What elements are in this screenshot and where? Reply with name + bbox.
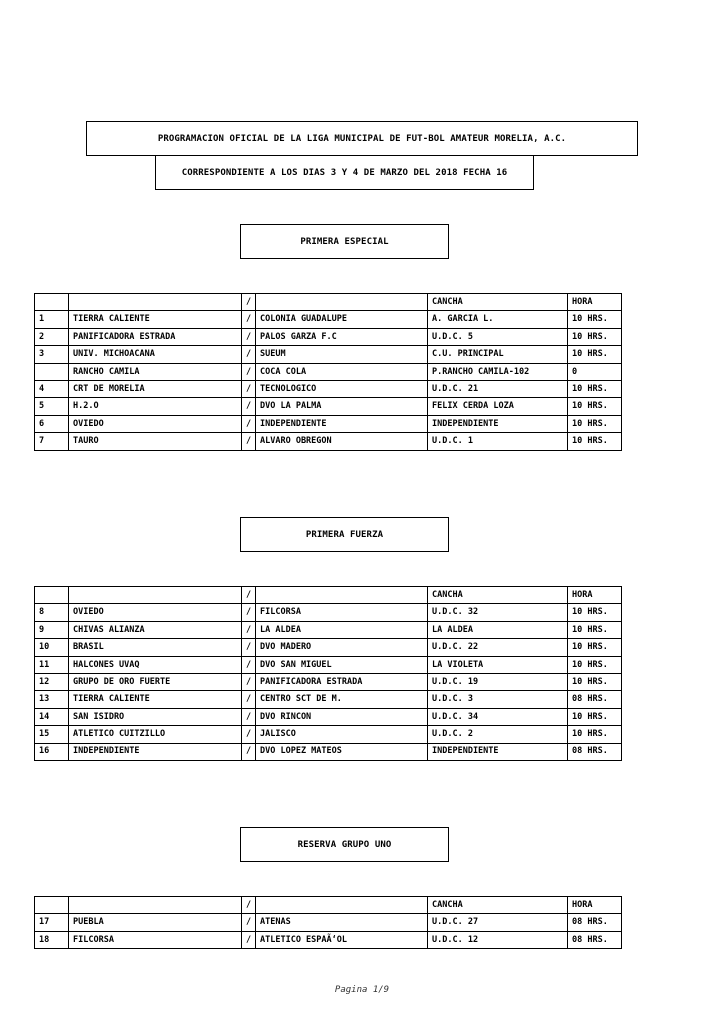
cell-away: TECNOLOGICO [256, 380, 428, 397]
section-title-box-primera-fuerza [240, 517, 449, 552]
cell-away [256, 294, 428, 311]
cell-hora: 10 HRS. [568, 621, 622, 638]
cell-hora: 08 HRS. [568, 931, 622, 948]
schedule-table-primera-especial [34, 293, 622, 451]
cell-num: 1 [35, 311, 69, 328]
cell-cancha: U.D.C. 32 [428, 604, 568, 621]
cell-hora: 0 [568, 363, 622, 380]
table-row [35, 691, 622, 708]
cell-sep: / [242, 656, 256, 673]
cell-home: CRT DE MORELIA [69, 380, 242, 397]
cell-home: BRASIL [69, 639, 242, 656]
cell-sep: / [242, 328, 256, 345]
cell-cancha: LA VIOLETA [428, 656, 568, 673]
cell-away: INDEPENDIENTE [256, 415, 428, 432]
cell-sep: / [242, 604, 256, 621]
cell-away: DVO SAN MIGUEL [256, 656, 428, 673]
cell-home [69, 897, 242, 914]
cell-sep: / [242, 311, 256, 328]
table-header-row [35, 294, 622, 311]
cell-sep: / [242, 587, 256, 604]
cell-away: ATLETICO ESPAÃ‘OL [256, 931, 428, 948]
cell-hora: 10 HRS. [568, 398, 622, 415]
cell-hora: 10 HRS. [568, 328, 622, 345]
cell-num: 15 [35, 726, 69, 743]
table-row [35, 673, 622, 690]
cell-sep: / [242, 691, 256, 708]
cell-hora: 10 HRS. [568, 346, 622, 363]
cell-away: ATENAS [256, 914, 428, 931]
cell-num: 12 [35, 673, 69, 690]
cell-sep: / [242, 346, 256, 363]
cell-num: 2 [35, 328, 69, 345]
table-row [35, 656, 622, 673]
document-subtitle: CORRESPONDIENTE A LOS DIAS 3 Y 4 DE MARZO DEL 2018 FECHA 16 [181, 167, 508, 178]
cell-home [69, 587, 242, 604]
cell-sep: / [242, 639, 256, 656]
cell-num: 14 [35, 708, 69, 725]
cell-num: 16 [35, 743, 69, 760]
cell-cancha: U.D.C. 2 [428, 726, 568, 743]
cell-home: OVIEDO [69, 415, 242, 432]
cell-cancha: LA ALDEA [428, 621, 568, 638]
table-header-row [35, 587, 622, 604]
table-row [35, 380, 622, 397]
section-title: PRIMERA FUERZA [305, 529, 384, 540]
cell-away: COLONIA GUADALUPE [256, 311, 428, 328]
cell-hora: HORA [568, 294, 622, 311]
cell-cancha: U.D.C. 19 [428, 673, 568, 690]
cell-num [35, 587, 69, 604]
cell-hora: 10 HRS. [568, 311, 622, 328]
cell-num [35, 294, 69, 311]
cell-away: DVO RINCON [256, 708, 428, 725]
section-title-box-reserva-grupo-uno [240, 827, 449, 862]
cell-home: FILCORSA [69, 931, 242, 948]
cell-hora: 10 HRS. [568, 673, 622, 690]
cell-away [256, 587, 428, 604]
cell-sep: / [242, 897, 256, 914]
cell-home: SAN ISIDRO [69, 708, 242, 725]
cell-away: COCA COLA [256, 363, 428, 380]
cell-sep: / [242, 363, 256, 380]
cell-cancha: C.U. PRINCIPAL [428, 346, 568, 363]
cell-hora: 08 HRS. [568, 743, 622, 760]
cell-home: GRUPO DE ORO FUERTE [69, 673, 242, 690]
schedule-table-primera-fuerza [34, 586, 622, 761]
cell-home: RANCHO CAMILA [69, 363, 242, 380]
cell-cancha: FELIX CERDA LOZA [428, 398, 568, 415]
cell-hora: 10 HRS. [568, 433, 622, 450]
section-title-box-primera-especial [240, 224, 449, 259]
cell-hora: 08 HRS. [568, 914, 622, 931]
cell-sep: / [242, 931, 256, 948]
cell-sep: / [242, 380, 256, 397]
cell-away: PANIFICADORA ESTRADA [256, 673, 428, 690]
cell-sep: / [242, 726, 256, 743]
table-row [35, 398, 622, 415]
cell-num: 11 [35, 656, 69, 673]
cell-num: 9 [35, 621, 69, 638]
cell-cancha: INDEPENDIENTE [428, 415, 568, 432]
cell-cancha: U.D.C. 12 [428, 931, 568, 948]
cell-cancha: CANCHA [428, 587, 568, 604]
cell-home: UNIV. MICHOACANA [69, 346, 242, 363]
table-row [35, 311, 622, 328]
cell-cancha: U.D.C. 1 [428, 433, 568, 450]
cell-away: DVO LOPEZ MATEOS [256, 743, 428, 760]
cell-away: DVO LA PALMA [256, 398, 428, 415]
cell-num: 8 [35, 604, 69, 621]
cell-num: 7 [35, 433, 69, 450]
schedule-table-reserva-grupo-uno [34, 896, 622, 949]
cell-num [35, 363, 69, 380]
cell-num: 18 [35, 931, 69, 948]
cell-cancha: INDEPENDIENTE [428, 743, 568, 760]
cell-away: ALVARO OBREGON [256, 433, 428, 450]
cell-away: PALOS GARZA F.C [256, 328, 428, 345]
table-row [35, 346, 622, 363]
cell-home: PUEBLA [69, 914, 242, 931]
cell-hora: 10 HRS. [568, 726, 622, 743]
cell-num: 10 [35, 639, 69, 656]
cell-hora: HORA [568, 587, 622, 604]
cell-away: LA ALDEA [256, 621, 428, 638]
cell-sep: / [242, 415, 256, 432]
cell-sep: / [242, 294, 256, 311]
cell-away: CENTRO SCT DE M. [256, 691, 428, 708]
cell-hora: HORA [568, 897, 622, 914]
cell-home: PANIFICADORA ESTRADA [69, 328, 242, 345]
cell-sep: / [242, 743, 256, 760]
cell-hora: 10 HRS. [568, 380, 622, 397]
table-row [35, 363, 622, 380]
cell-cancha: U.D.C. 22 [428, 639, 568, 656]
cell-hora: 10 HRS. [568, 604, 622, 621]
cell-cancha: U.D.C. 3 [428, 691, 568, 708]
cell-away: FILCORSA [256, 604, 428, 621]
cell-cancha: CANCHA [428, 897, 568, 914]
cell-hora: 10 HRS. [568, 708, 622, 725]
document-title: PROGRAMACION OFICIAL DE LA LIGA MUNICIPAL DE FUT-BOL AMATEUR MORELIA, A.C. [157, 133, 567, 144]
page-number: Pagina 1/9 [334, 985, 390, 995]
cell-home: TAURO [69, 433, 242, 450]
cell-num: 5 [35, 398, 69, 415]
cell-hora: 08 HRS. [568, 691, 622, 708]
cell-away: JALISCO [256, 726, 428, 743]
document-subtitle-box [155, 156, 534, 190]
cell-sep: / [242, 621, 256, 638]
table-row [35, 604, 622, 621]
cell-cancha: U.D.C. 27 [428, 914, 568, 931]
cell-away: SUEUM [256, 346, 428, 363]
cell-num [35, 897, 69, 914]
cell-home: OVIEDO [69, 604, 242, 621]
cell-home: ATLETICO CUITZILLO [69, 726, 242, 743]
table-row [35, 931, 622, 948]
cell-cancha: A. GARCIA L. [428, 311, 568, 328]
cell-cancha: CANCHA [428, 294, 568, 311]
cell-sep: / [242, 914, 256, 931]
cell-num: 4 [35, 380, 69, 397]
cell-sep: / [242, 433, 256, 450]
table-row [35, 639, 622, 656]
cell-cancha: U.D.C. 5 [428, 328, 568, 345]
table-row [35, 743, 622, 760]
table-row [35, 433, 622, 450]
cell-cancha: P.RANCHO CAMILA-102 [428, 363, 568, 380]
table-row [35, 328, 622, 345]
cell-sep: / [242, 708, 256, 725]
cell-num: 13 [35, 691, 69, 708]
cell-home: TIERRA CALIENTE [69, 311, 242, 328]
cell-sep: / [242, 673, 256, 690]
cell-away [256, 897, 428, 914]
cell-home: TIERRA CALIENTE [69, 691, 242, 708]
cell-hora: 10 HRS. [568, 656, 622, 673]
table-header-row [35, 897, 622, 914]
document-title-box [86, 121, 638, 156]
section-title: RESERVA GRUPO UNO [297, 839, 392, 850]
table-row [35, 708, 622, 725]
cell-hora: 10 HRS. [568, 639, 622, 656]
cell-home: HALCONES UVAQ [69, 656, 242, 673]
table-row [35, 726, 622, 743]
cell-cancha: U.D.C. 21 [428, 380, 568, 397]
table-row [35, 621, 622, 638]
cell-num: 6 [35, 415, 69, 432]
cell-sep: / [242, 398, 256, 415]
cell-home: H.2.O [69, 398, 242, 415]
cell-cancha: U.D.C. 34 [428, 708, 568, 725]
table-row [35, 914, 622, 931]
table-row [35, 415, 622, 432]
cell-num: 17 [35, 914, 69, 931]
cell-away: DVO MADERO [256, 639, 428, 656]
cell-home [69, 294, 242, 311]
section-title: PRIMERA ESPECIAL [300, 236, 389, 247]
cell-home: CHIVAS ALIANZA [69, 621, 242, 638]
cell-hora: 10 HRS. [568, 415, 622, 432]
cell-home: INDEPENDIENTE [69, 743, 242, 760]
cell-num: 3 [35, 346, 69, 363]
